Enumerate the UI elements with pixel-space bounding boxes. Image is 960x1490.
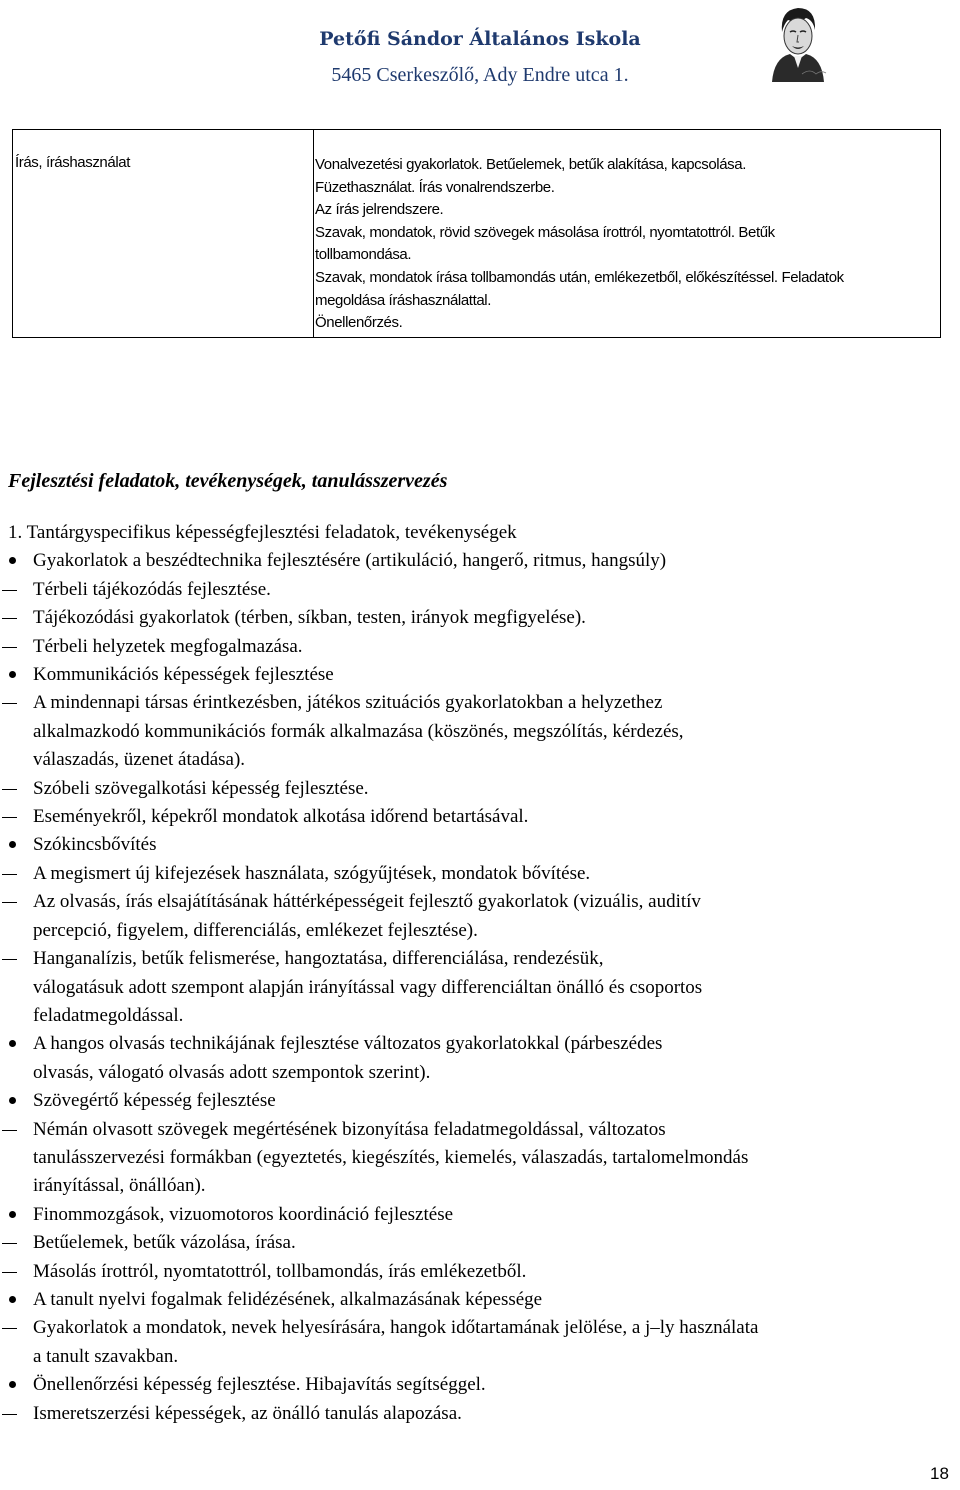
item-text-line: Önellenőrzési képesség fejlesztése. Hibajavítás segítséggel.: [33, 1374, 486, 1396]
bullet-icon: [0, 831, 33, 859]
item-text-line: Gyakorlatok a beszédtechnika fejlesztésére (artikuláció, hangerő, ritmus, hangsúly): [33, 550, 667, 572]
bullet-item: [0, 831, 960, 859]
section-heading: Fejlesztési feladatok, tevékenységek, tanulásszervezés: [8, 470, 448, 492]
table-divider: [313, 130, 314, 337]
item-text-line: Betűelemek, betűk vázolása, írása.: [33, 1232, 296, 1254]
item-text-line: percepció, figyelem, differenciálás, emlékezet fejlesztése).: [33, 919, 478, 941]
bullet-item: [0, 1371, 960, 1399]
item-text-line: Térbeli helyzetek megfogalmazása.: [33, 635, 303, 657]
item-text-line: olvasás, válogató olvasás adott szempontok szerint).: [33, 1061, 431, 1083]
table-content-line: Szavak, mondatok írása tollbamondás után, emlékezetből, előkészítéssel. Feladatok: [315, 268, 844, 286]
item-text-line: Térbeli tájékozódás fejlesztése.: [33, 578, 271, 600]
table-content-line: Önellenőrzés.: [315, 314, 403, 332]
item-text-line: alkalmazkodó kommunikációs formák alkalmazása (köszönés, megszólítás, kérdezés,: [33, 720, 684, 742]
dash-icon: [0, 633, 33, 661]
dash-icon: [0, 803, 33, 831]
item-text-line: Másolás írottról, nyomtatottról, tollbamondás, írás emlékezetből.: [33, 1260, 527, 1282]
school-name: Petőfi Sándor Általános Iskola: [319, 28, 641, 50]
school-address: 5465 Cserkeszőlő, Ady Endre utca 1.: [331, 64, 629, 86]
item-text-line: Tájékozódási gyakorlatok (térben, síkban, testen, irányok megfigyelése).: [33, 607, 586, 629]
item-text-line: Szókincsbővítés: [33, 834, 157, 856]
item-text-line: A mindennapi társas érintkezésben, játékos szituációs gyakorlatokban a helyzethez: [33, 692, 663, 714]
item-text-line: Hanganalízis, betűk felismerése, hangoztatása, differenciálása, rendezésük,: [33, 948, 604, 970]
dash-icon: [0, 689, 33, 717]
dash-icon: [0, 1400, 33, 1428]
bullet-icon: [0, 1286, 33, 1314]
item-text-line: A megismert új kifejezések használata, szógyűjtések, mondatok bővítése.: [33, 862, 591, 884]
task-list: [0, 519, 960, 1428]
dash-icon: [0, 775, 33, 803]
dash-item: [0, 1229, 960, 1257]
dash-item: [0, 775, 960, 803]
table-content-line: Az írás jelrendszere.: [315, 201, 444, 219]
dash-icon: [0, 1229, 33, 1257]
dash-icon: [0, 576, 33, 604]
dash-item: [0, 860, 960, 888]
item-text-line: Az olvasás, írás elsajátításának háttérképességeit fejlesztő gyakorlatok (vizuális, auditív: [33, 891, 701, 913]
dash-item: [0, 633, 960, 661]
bullet-icon: [0, 547, 33, 575]
table-content-line: Szavak, mondatok, rövid szövegek másolása írottról, nyomtatottról. Betűk: [315, 223, 775, 241]
dash-icon: [0, 888, 33, 916]
item-text-line: irányítással, önállóan).: [33, 1175, 206, 1197]
dash-item: [0, 1400, 960, 1428]
item-text-line: Szóbeli szövegalkotási képesség fejlesztése.: [33, 777, 369, 799]
dash-item: [0, 1258, 960, 1286]
subheading-text: 1. Tantárgyspecifikus képességfejlesztési feladatok, tevékenységek: [8, 522, 517, 543]
dash-item: [0, 803, 960, 831]
table-topic-cell: Írás, íráshasználat: [15, 154, 130, 171]
dash-item: [0, 1314, 960, 1371]
bullet-icon: [0, 1087, 33, 1115]
item-text-line: Gyakorlatok a mondatok, nevek helyesírására, hangok időtartamának jelölése, a j–ly használata: [33, 1317, 759, 1339]
dash-icon: [0, 1258, 33, 1286]
item-text-line: válaszadás, üzenet átadása).: [33, 749, 246, 771]
table-content-line: Füzethasználat. Írás vonalrendszerbe.: [315, 178, 555, 196]
dash-item: [0, 689, 960, 774]
bullet-icon: [0, 1201, 33, 1229]
item-text-line: A tanult nyelvi fogalmak felidézésének, alkalmazásának képessége: [33, 1288, 543, 1310]
item-text-line: Eseményekről, képekről mondatok alkotása időrend betartásával.: [33, 806, 529, 828]
dash-item: [0, 888, 960, 945]
dash-icon: [0, 604, 33, 632]
table-content-line: Vonalvezetési gyakorlatok. Betűelemek, betűk alakítása, kapcsolása.: [315, 156, 746, 173]
dash-icon: [0, 945, 33, 973]
item-text-line: Ismeretszerzési képességek, az önálló tanulás alapozása.: [33, 1402, 462, 1424]
dash-item: [0, 576, 960, 604]
portrait-image: [766, 2, 830, 82]
dash-item: [0, 604, 960, 632]
item-text-line: feladatmegoldással.: [33, 1004, 184, 1026]
dash-item: [0, 1116, 960, 1201]
dash-icon: [0, 860, 33, 888]
bullet-item: [0, 1286, 960, 1314]
table-content-line: megoldása íráshasználattal.: [315, 291, 491, 309]
bullet-icon: [0, 661, 33, 689]
page-number: 18: [930, 1464, 949, 1483]
bullet-item: [0, 1087, 960, 1115]
item-text-line: a tanult szavakban.: [33, 1345, 179, 1367]
table-content-line: tollbamondása.: [315, 246, 412, 264]
item-text-line: Finommozgások, vizuomotoros koordináció fejlesztése: [33, 1203, 454, 1225]
item-text-line: Kommunikációs képességek fejlesztése: [33, 664, 334, 686]
bullet-icon: [0, 1371, 33, 1399]
dash-icon: [0, 1314, 33, 1342]
curriculum-table: [12, 129, 941, 338]
table-content-cell: [315, 154, 925, 335]
subheading: [0, 519, 960, 547]
item-text-line: Szövegértő képesség fejlesztése: [33, 1090, 276, 1112]
bullet-item: [0, 547, 960, 575]
item-text-line: tanulásszervezési formákban (egyeztetés, kiegészítés, kiemelés, válaszadás, tartalomelmondás: [33, 1146, 749, 1168]
item-text-line: A hangos olvasás technikájának fejlesztése változatos gyakorlatokkal (párbeszédes: [33, 1033, 663, 1055]
item-text-line: válogatásuk adott szempont alapján irányítással vagy differenciáltan önálló és csoportos: [33, 976, 703, 998]
dash-icon: [0, 1116, 33, 1144]
page-header: [0, 0, 960, 100]
bullet-icon: [0, 1030, 33, 1058]
bullet-item: [0, 1030, 960, 1087]
bullet-item: [0, 661, 960, 689]
item-text-line: Némán olvasott szövegek megértésének bizonyítása feladatmegoldással, változatos: [33, 1118, 666, 1140]
bullet-item: [0, 1201, 960, 1229]
dash-item: [0, 945, 960, 1030]
